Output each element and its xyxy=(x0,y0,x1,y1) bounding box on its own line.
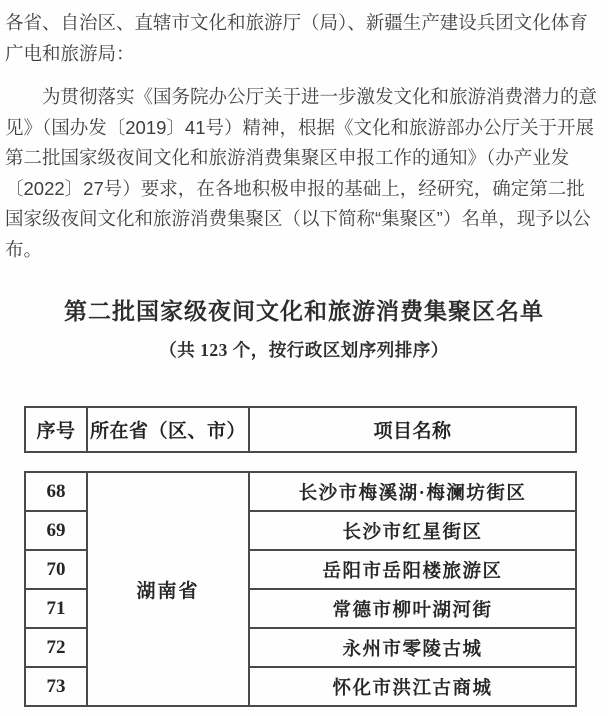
body-paragraph: 为贯彻落实《国务院办公厅关于进一步激发文化和旅游消费潜力的意见》（国办发〔2019〕41号）精神，根据《文化和旅游部办公厅关于开展第二批国家级夜间文化和旅游消费集聚区申报工作的通知》（办产业发〔2022〕27号）要求，在各地积极申报的基础上，经研究，确定第二批国家级夜间文化和旅游消费集聚区（以下简称“集聚区”）名单，现予以公布。 xyxy=(5,86,598,260)
project-name: 长沙市红星街区 xyxy=(249,511,576,550)
serial-number: 70 xyxy=(25,550,87,589)
project-name: 永州市零陵古城 xyxy=(249,628,576,667)
column-header-project: 项目名称 xyxy=(249,407,576,452)
project-name: 岳阳市岳阳楼旅游区 xyxy=(249,550,576,589)
province-cell: 湖南省 xyxy=(87,472,249,706)
serial-number: 68 xyxy=(25,472,87,511)
serial-number: 73 xyxy=(25,667,87,706)
salutation-text: 各省、自治区、直辖市文化和旅游厅（局）、新疆生产建设兵团文化体育广电和旅游局： xyxy=(5,12,588,64)
serial-number: 71 xyxy=(25,589,87,628)
project-name: 长沙市梅溪湖·梅澜坊街区 xyxy=(249,472,576,511)
table-header-row xyxy=(25,407,576,452)
column-header-province: 所在省（区、市） xyxy=(87,407,249,452)
table-row xyxy=(25,472,576,511)
serial-number: 72 xyxy=(25,628,87,667)
list-table-header xyxy=(24,406,577,453)
serial-number: 69 xyxy=(25,511,87,550)
project-name: 常德市柳叶湖河街 xyxy=(249,589,576,628)
column-header-serial: 序号 xyxy=(25,407,87,452)
list-title: 第二批国家级夜间文化和旅游消费集聚区名单 xyxy=(64,298,544,324)
list-table-body xyxy=(24,471,577,707)
project-name: 怀化市洪江古商城 xyxy=(249,667,576,706)
list-subtitle: （共 123 个，按行政区划序列排序） xyxy=(159,340,449,360)
